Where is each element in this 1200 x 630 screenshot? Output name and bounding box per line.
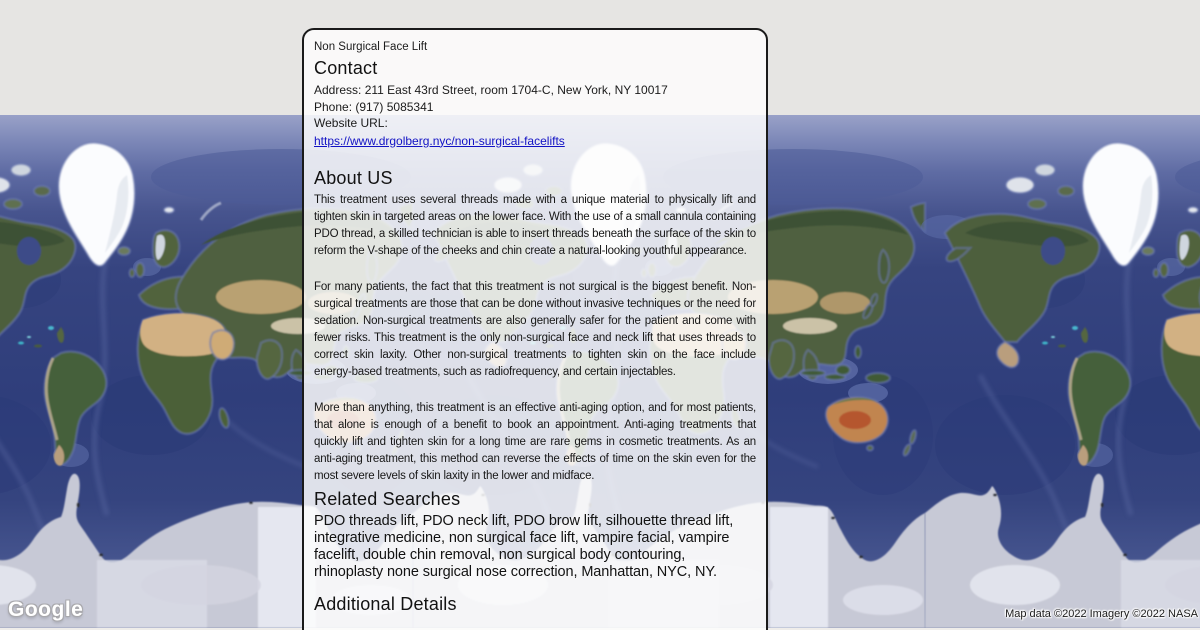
contact-heading: Contact: [314, 58, 378, 78]
website-label: Website URL:: [314, 116, 388, 130]
about-paragraph-1: This treatment uses several threads made with a unique material to physically lift and tighten skin in targeted areas on the lower face. With the use of a small cannula containing PDO thread, a skilled technician is able to insert threads beneath the surface of the skin to reform the V-shape of the cheeks and chin create a natural-looking youthful appearance.: [314, 193, 756, 257]
google-logo[interactable]: Google: [8, 598, 84, 621]
about-heading: About US: [314, 167, 393, 188]
about-paragraph-2: For many patients, the fact that this treatment is not surgical is the biggest benefit. Non-surgical treatments are those that can be done without invasive techniques or the need for sedation. Non-surgical treatments are also generally safer for the patient and come with fewer risks. This treatment is the only non-surgical face and neck lift that uses threads to correct skin laxity. Other non-surgical treatments to tighten skin on the face include energy-based treatments, such as radiofrequency, and certain injectables.: [314, 280, 756, 378]
contact-address: Address: 211 East 43rd Street, room 1704-C, New York, NY 10017: [314, 83, 668, 97]
related-searches-heading: Related Searches: [314, 488, 461, 509]
website-link[interactable]: https://www.drgolberg.nyc/non-surgical-facelifts: [314, 133, 565, 148]
business-name: Non Surgical Face Lift: [314, 41, 428, 53]
additional-details-heading: Additional Details: [314, 594, 457, 615]
map-attribution: Map data ©2022 Imagery ©2022 NASA: [1005, 608, 1198, 620]
business-info-card: [302, 28, 768, 630]
related-searches-text: PDO threads lift, PDO neck lift, PDO brow lift, silhouette thread lift, integrative medicine, non surgical face lift, vampire facial, vampire facelift, double chin removal, non surgical body contouring, rhinoplasty none surgical nose correction, Manhattan, NYC, NY.: [314, 512, 734, 581]
contact-phone: Phone: (917) 5085341: [314, 99, 434, 114]
about-paragraph-3: More than anything, this treatment is an effective anti-aging option, and for most patients, that alone is enough of a benefit to book an appointment. Anti-aging treatments that quickly lift and tighten skin for a long time are rare gems in cosmetic treatments. As an anti-aging treatment, this method can reverse the effects of time on the skin even for the most severe levels of skin laxity in the lower and midface.: [314, 401, 756, 482]
